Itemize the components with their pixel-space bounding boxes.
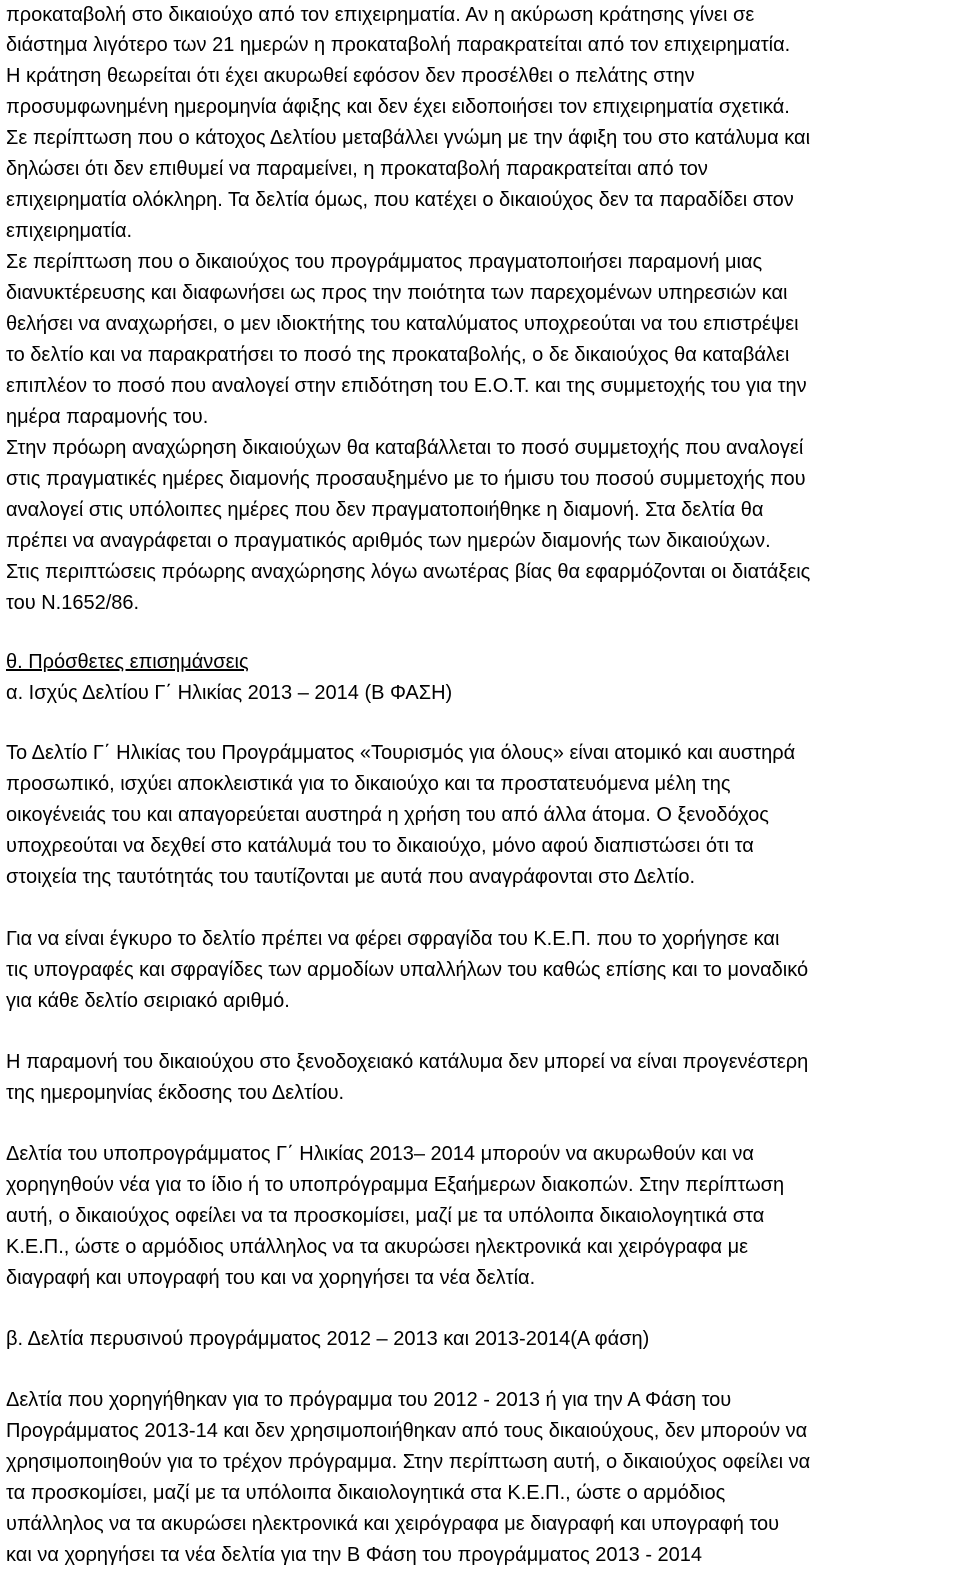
text-line: αναλογεί στις υπόλοιπες ημέρες που δεν πραγματοποιήθηκε η διαμονή. Στα δελτία θα bbox=[6, 499, 764, 521]
text-line: Η κράτηση θεωρείται ότι έχει ακυρωθεί εφόσον δεν προσέλθει ο πελάτης στην bbox=[6, 65, 695, 87]
text-line: θελήσει να αναχωρήσει, ο μεν ιδιοκτήτης του καταλύματος υποχρεούται να του επιστρέψει bbox=[6, 313, 799, 335]
text-line: επιχειρηματία ολόκληρη. Τα δελτία όμως, που κατέχει ο δικαιούχος δεν τα παραδίδει στον bbox=[6, 189, 794, 211]
text-line: Σε περίπτωση που ο κάτοχος Δελτίου μεταβάλλει γνώμη με την άφιξη του στο κατάλυμα και bbox=[6, 127, 811, 149]
text-line: τις υπογραφές και σφραγίδες των αρμοδίων υπαλλήλων του καθώς επίσης και το μοναδικό bbox=[6, 959, 809, 981]
text-line: αυτή, ο δικαιούχος οφείλει να τα προσκομίσει, μαζί με τα υπόλοιπα δικαιολογητικά στα bbox=[6, 1205, 765, 1227]
text-line: Δελτία που χορηγήθηκαν για το πρόγραμμα του 2012 - 2013 ή για την Α Φάση του bbox=[6, 1389, 732, 1411]
text-line: διάστημα λιγότερο των 21 ημερών η προκαταβολή παρακρατείται από τον επιχειρηματία. bbox=[6, 34, 791, 56]
text-line: προσωπικό, ισχύει αποκλειστικά για το δικαιούχο και τα προστατευόμενα μέλη της bbox=[6, 773, 731, 795]
text-line: υποχρεούται να δεχθεί στο κατάλυμά του το δικαιούχο, μόνο αφού διαπιστώσει ότι τα bbox=[6, 835, 754, 857]
text-line: διαγραφή και υπογραφή του και να χορηγήσει τα νέα δελτία. bbox=[6, 1267, 536, 1289]
subsection-heading: α. Ισχύς Δελτίου Γ΄ Ηλικίας 2013 – 2014 (Β ΦΑΣΗ) bbox=[6, 682, 453, 704]
text-line: το δελτίο και να παρακρατήσει το ποσό της προκαταβολής, ο δε δικαιούχος θα καταβάλει bbox=[6, 344, 790, 366]
text-line: στις πραγματικές ημέρες διαμονής προσαυξημένο με το ήμισυ του ποσού συμμετοχής που bbox=[6, 468, 806, 490]
text-line: Σε περίπτωση που ο δικαιούχος του προγράμματος πραγματοποιήσει παραμονή μιας bbox=[6, 251, 763, 273]
text-line: για κάθε δελτίο σειριακό αριθμό. bbox=[6, 990, 290, 1012]
text-line: πρέπει να αναγράφεται ο πραγματικός αριθμός των ημερών διαμονής των δικαιούχων. bbox=[6, 530, 771, 552]
text-line: προσυμφωνημένη ημερομηνία άφιξης και δεν έχει ειδοποιήσει τον επιχειρηματία σχετικά. bbox=[6, 96, 790, 118]
text-line: Για να είναι έγκυρο το δελτίο πρέπει να φέρει σφραγίδα του Κ.Ε.Π. που το χορήγησε και bbox=[6, 928, 780, 950]
text-line: οικογένειάς του και απαγορεύεται αυστηρά η χρήση του από άλλα άτομα. Ο ξενοδόχος bbox=[6, 804, 769, 826]
text-line: Δελτία του υποπρογράμματος Γ΄ Ηλικίας 2013– 2014 μπορούν να ακυρωθούν και να bbox=[6, 1143, 754, 1165]
text-line: υπάλληλος να τα ακυρώσει ηλεκτρονικά και χειρόγραφα με διαγραφή και υπογραφή του bbox=[6, 1513, 780, 1535]
text-line: και να χορηγήσει τα νέα δελτία για την Β Φάση του προγράμματος 2013 - 2014 bbox=[6, 1544, 703, 1566]
section-heading: θ. Πρόσθετες επισημάνσεις bbox=[6, 651, 249, 673]
text-line: χορηγηθούν νέα για το ίδιο ή το υποπρόγραμμα Εξαήμερων διακοπών. Στην περίπτωση bbox=[6, 1174, 785, 1196]
text-line: της ημερομηνίας έκδοσης του Δελτίου. bbox=[6, 1082, 345, 1104]
text-line: Κ.Ε.Π., ώστε ο αρμόδιος υπάλληλος να τα ακυρώσει ηλεκτρονικά και χειρόγραφα με bbox=[6, 1236, 749, 1258]
text-line: τα προσκομίσει, μαζί με τα υπόλοιπα δικαιολογητικά στα Κ.Ε.Π., ώστε ο αρμόδιος bbox=[6, 1482, 726, 1504]
text-line: Στην πρόωρη αναχώρηση δικαιούχων θα καταβάλλεται το ποσό συμμετοχής που αναλογεί bbox=[6, 437, 804, 459]
text-line: επιπλέον το ποσό που αναλογεί στην επιδότηση του Ε.Ο.Τ. και της συμμετοχής του για την bbox=[6, 375, 807, 397]
text-line: χρησιμοποιηθούν για το τρέχον πρόγραμμα. Στην περίπτωση αυτή, ο δικαιούχος οφείλει να bbox=[6, 1451, 811, 1473]
text-line: προκαταβολή στο δικαιούχο από τον επιχειρηματία. Αν η ακύρωση κράτησης γίνει σε bbox=[6, 4, 755, 26]
text-line: διανυκτέρευσης και διαφωνήσει ως προς την ποιότητα των παρεχομένων υπηρεσιών και bbox=[6, 282, 788, 304]
text-line: Στις περιπτώσεις πρόωρης αναχώρησης λόγω ανωτέρας βίας θα εφαρμόζονται οι διατάξεις bbox=[6, 561, 811, 583]
text-line: στοιχεία της ταυτότητάς του ταυτίζονται με αυτά που αναγράφονται στο Δελτίο. bbox=[6, 866, 695, 888]
text-line: δηλώσει ότι δεν επιθυμεί να παραμείνει, η προκαταβολή παρακρατείται από τον bbox=[6, 158, 708, 180]
text-line: Η παραμονή του δικαιούχου στο ξενοδοχειακό κατάλυμα δεν μπορεί να είναι προγενέστερη bbox=[6, 1051, 809, 1073]
text-line: ημέρα παραμονής του. bbox=[6, 406, 209, 428]
text-line: Το Δελτίο Γ΄ Ηλικίας του Προγράμματος «Τουρισμός για όλους» είναι ατομικό και αυστηρά bbox=[6, 742, 796, 764]
text-line: Προγράμματος 2013-14 και δεν χρησιμοποιήθηκαν από τους δικαιούχους, δεν μπορούν να bbox=[6, 1420, 808, 1442]
subsection-heading: β. Δελτία περυσινού προγράμματος 2012 – 2013 και 2013-2014(Α φάση) bbox=[6, 1328, 650, 1350]
text-line: επιχειρηματία. bbox=[6, 220, 133, 242]
text-line: του Ν.1652/86. bbox=[6, 592, 140, 614]
